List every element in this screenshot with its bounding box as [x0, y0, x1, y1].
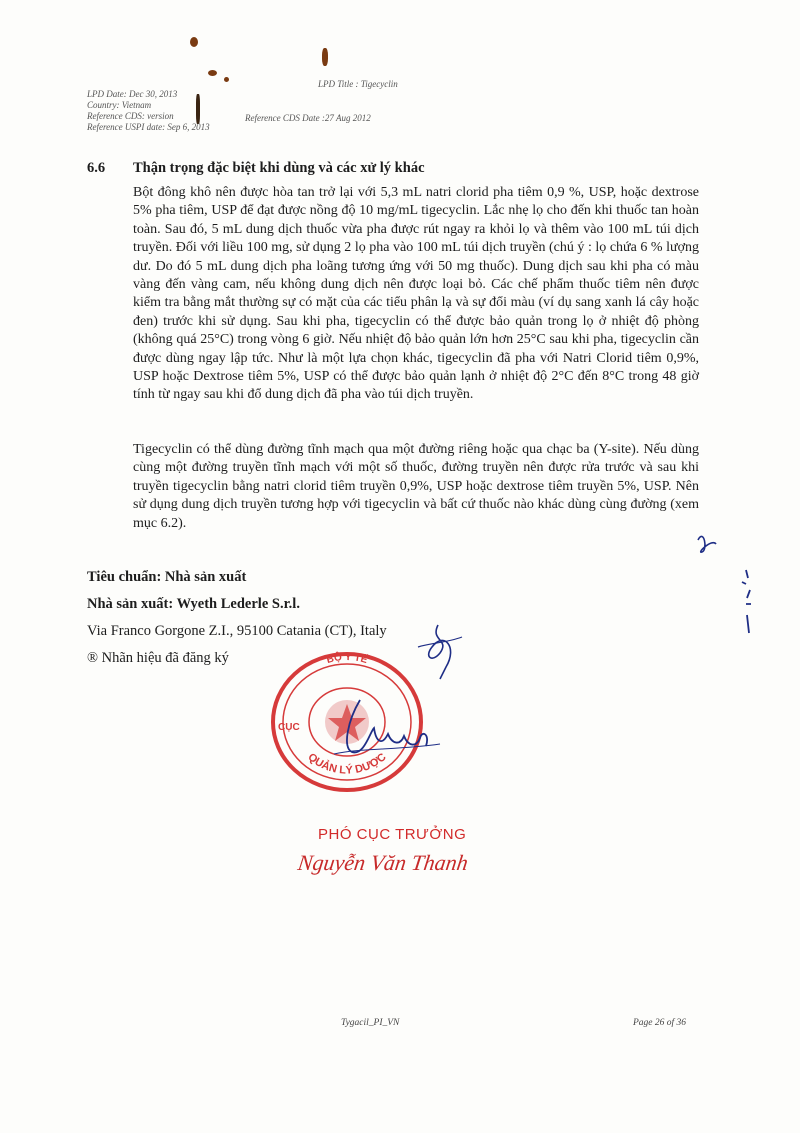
standard-line: Tiêu chuẩn: Nhà sản xuất: [87, 569, 247, 585]
stamp-bottom-text: QUẢN LÝ DƯỢC: [305, 751, 389, 777]
header-line: Reference USPI date: Sep 6, 2013: [87, 122, 210, 132]
body-paragraph: Tigecyclin có thể dùng đường tĩnh mạch qua một đường riêng hoặc qua chạc ba (Y-site). Nếu dùng cùng một đường truyền tĩnh mạch với một số thuốc, đường truyền nên được rửa trước và sau khi truyền tigecyclin bằng natri clorid tiêm truyền 0,9%, USP hoặc dextrose tiêm truyền 5%, USP. Nên sử dụng dung dịch truyền tương hợp với tigecyclin và bất cứ thuốc nào khác dùng cùng đường (xem mục 6.2).: [133, 442, 699, 531]
lpd-title: LPD Title : Tigecyclin: [318, 79, 398, 89]
header-line: Country: Vietnam: [87, 100, 152, 110]
manufacturer-line: Nhà sản xuất: Wyeth Lederle S.r.l.: [87, 596, 300, 612]
reference-cds-date: Reference CDS Date :27 Aug 2012: [245, 113, 371, 123]
section-heading: [87, 160, 425, 177]
margin-initials-icon: [690, 520, 780, 650]
signature-icon: [410, 617, 470, 687]
header-line: Reference CDS: version: [87, 111, 174, 121]
body-paragraph: Bột đông khô nên được hòa tan trở lại với 5,3 mL natri clorid pha tiêm 0,9 %, USP, hoặc dextrose 5% pha tiêm, USP để đạt được nồng độ 10 mg/mL tigecyclin. Lắc nhẹ lọ cho đến khi thuốc tan hoàn toàn. Sau đó, 5 mL dung dịch thuốc vừa pha được rút ngay ra khỏi lọ và thêm vào 100 mL túi dịch truyền. Đối với liều 100 mg, sử dụng 2 lọ pha vào 100 mL túi dịch truyền (chú ý : lọ chứa 6 % lượng dư. Do đó 5 mL dung dịch pha loãng tương ứng với 50 mg thuốc). Dung dịch sau khi pha có màu vàng đến vàng cam, nếu không dung dịch nên được loại bỏ. Các chế phẩm thuốc tiêm nên được kiểm tra bằng mắt thường sự có mặt của các tiểu phân lạ và sự đổi màu (ví dụ sang xanh lá cây hoặc đen) trước khi sử dụng. Sau khi pha, tigecyclin có thể được bảo quản trong lọ ở nhiệt độ phòng (không quá 25°C) trong vòng 6 giờ. Nếu nhiệt độ bảo quản lớn hơn 25°C sau khi pha, tigecyclin cần được dùng ngay lập tức. Như là một lựa chọn khác, tigecyclin đã pha với Natri Clorid tiêm 0,9%, USP hoặc Dextrose tiêm 5%, USP có thể được bảo quản lạnh ở nhiệt độ 2°C đến 8°C trong 48 giờ tính từ ngay sau khi đổ dung dịch đã pha vào túi dịch truyền.: [133, 185, 699, 403]
stamp-top-text: BỘ Y TẾ: [325, 651, 369, 667]
section-title: Thận trọng đặc biệt khi dùng và các xử lý khác: [133, 160, 425, 176]
section-number: 6.6: [87, 160, 106, 176]
header-meta: [87, 89, 287, 133]
header-line: LPD Date: Dec 30, 2013: [87, 89, 178, 99]
footer-doc-name: Tygacil_PI_VN: [341, 1018, 400, 1028]
signer-role: PHÓ CỤC TRƯỞNG: [318, 826, 467, 843]
trademark-line: ® Nhãn hiệu đã đăng ký: [87, 650, 229, 666]
handwritten-signature-icon: [330, 690, 450, 770]
signer-name: Nguyễn Văn Thanh: [296, 850, 470, 875]
stamp-left-text: CỤC: [278, 722, 300, 733]
footer-page-number: Page 26 of 36: [633, 1018, 687, 1028]
address-line: Via Franco Gorgone Z.I., 95100 Catania (CT), Italy: [87, 623, 387, 639]
